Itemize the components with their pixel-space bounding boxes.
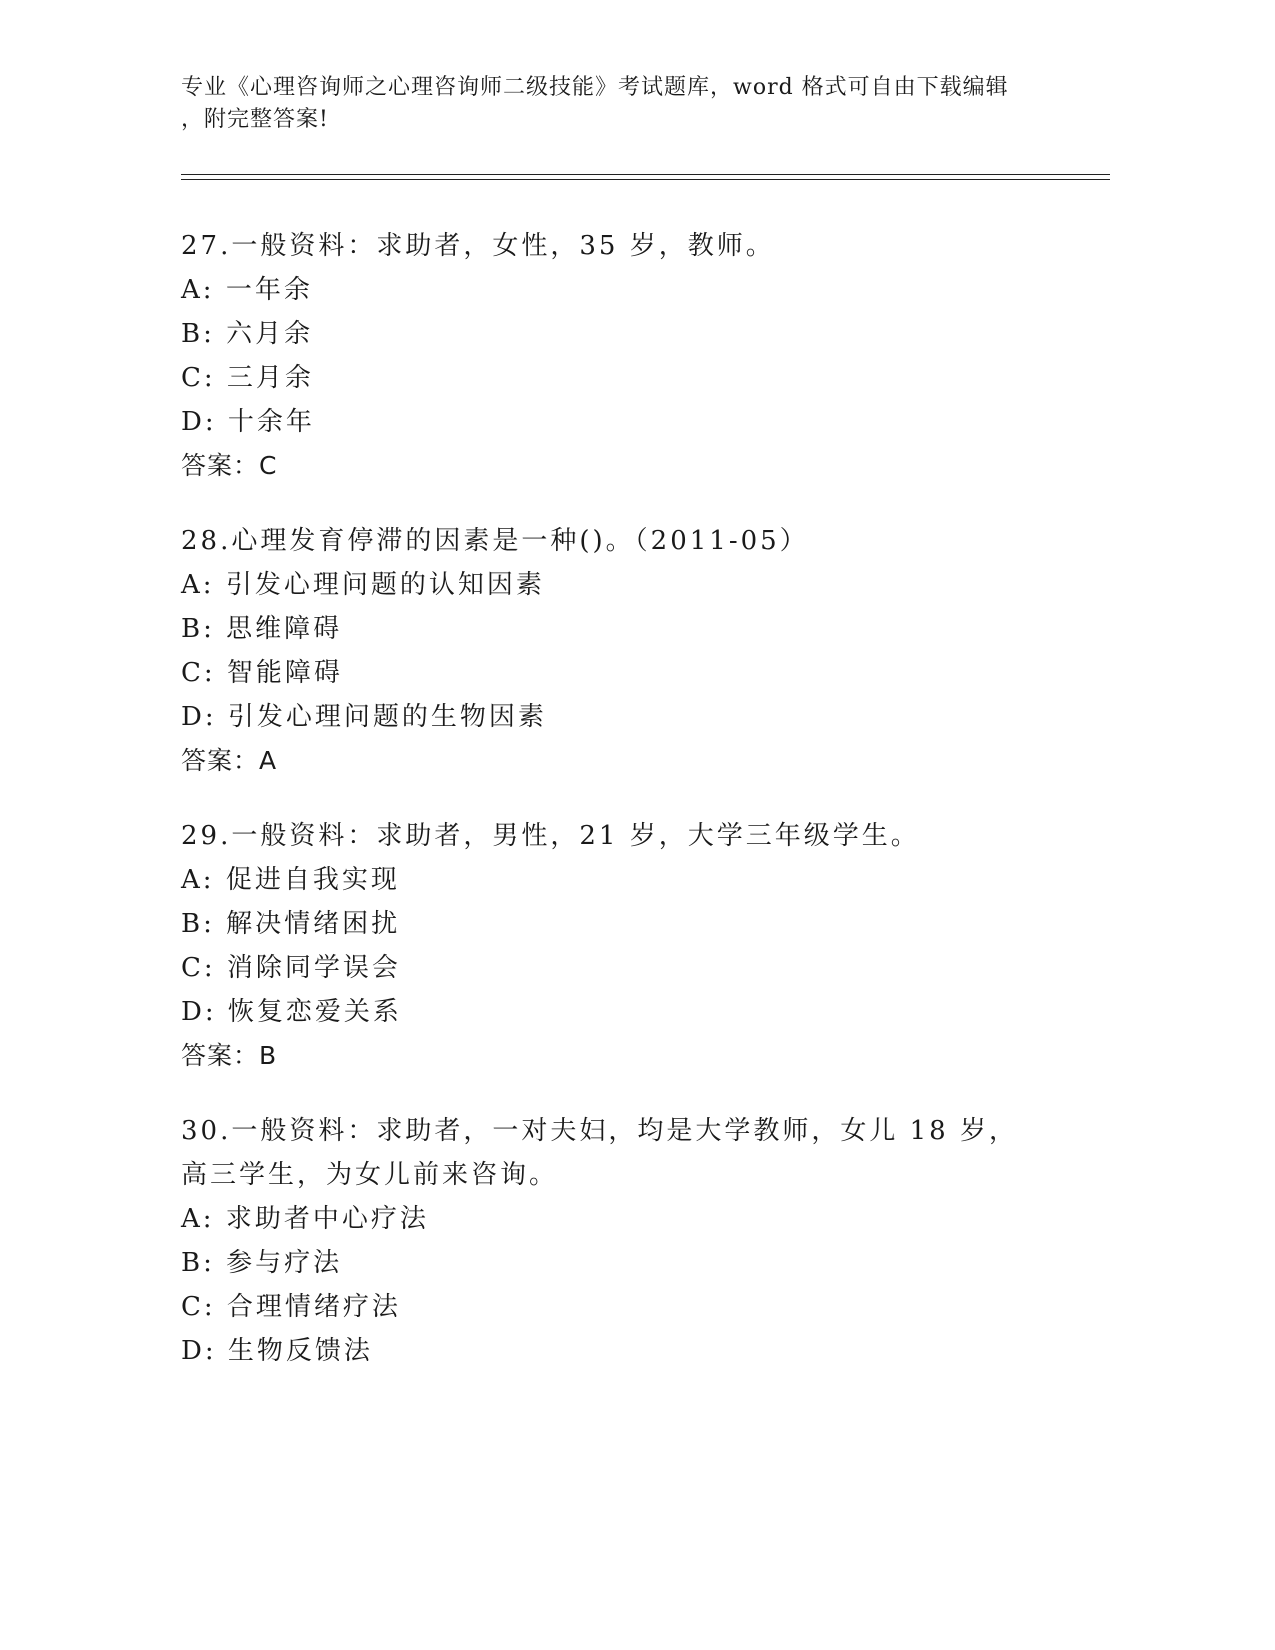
option-text: 促进自我实现 [225, 865, 400, 895]
option-d [181, 400, 1081, 444]
answer-value: A [259, 746, 278, 775]
option-b [181, 902, 1081, 946]
option-label: B: [181, 1248, 215, 1278]
option-label: B: [181, 909, 215, 939]
question-text: 一般资料：求助者，一对夫妇，均是大学教师，女儿 18 岁，高三学生，为女儿前来咨询。 [181, 1116, 1018, 1190]
option-label: A: [181, 1204, 215, 1234]
answer-label: 答案： [181, 746, 260, 775]
question-stem [181, 224, 1031, 268]
question-text: 一般资料：求助者，女性，35 岁，教师。 [231, 231, 775, 261]
option-text: 引发心理问题的生物因素 [227, 702, 547, 732]
option-label: C: [181, 1292, 216, 1322]
question-number: 27. [181, 231, 232, 261]
question-number: 30. [181, 1116, 232, 1146]
option-d [181, 695, 1081, 739]
question-30 [181, 1109, 1081, 1373]
option-text: 生物反馈法 [227, 1336, 373, 1366]
answer-line [181, 1034, 1081, 1078]
answer-value: B [259, 1041, 278, 1070]
option-text: 三月余 [226, 363, 314, 393]
option-b [181, 312, 1081, 356]
option-a [181, 268, 1081, 312]
answer-line [181, 444, 1081, 488]
option-label: A: [181, 570, 215, 600]
header-divider-bottom [181, 179, 1110, 180]
answer-value: C [259, 451, 278, 480]
header-divider-top [181, 174, 1110, 175]
header-line-1: 专业《心理咨询师之心理咨询师二级技能》考试题库，word 格式可自由下载编辑 [181, 75, 1009, 100]
option-label: D: [181, 997, 217, 1027]
option-text: 解决情绪困扰 [226, 909, 401, 939]
option-text: 思维障碍 [226, 614, 343, 644]
option-d [181, 1329, 1081, 1373]
option-text: 恢复恋爱关系 [227, 997, 402, 1027]
header-line-2: ，附完整答案! [181, 107, 329, 132]
option-a [181, 563, 1081, 607]
option-text: 六月余 [226, 319, 314, 349]
option-label: D: [181, 702, 217, 732]
option-label: C: [181, 363, 216, 393]
answer-label: 答案： [181, 1041, 260, 1070]
question-stem [181, 1109, 1031, 1197]
option-text: 智能障碍 [226, 658, 343, 688]
option-c [181, 1285, 1081, 1329]
question-text: 一般资料：求助者，男性，21 岁，大学三年级学生。 [231, 821, 920, 851]
option-label: A: [181, 275, 215, 305]
option-text: 参与疗法 [226, 1248, 343, 1278]
option-c [181, 356, 1081, 400]
option-b [181, 1241, 1081, 1285]
option-text: 十余年 [227, 407, 315, 437]
option-b [181, 607, 1081, 651]
question-number: 28. [181, 526, 232, 556]
option-label: B: [181, 319, 215, 349]
option-d [181, 990, 1081, 1034]
question-stem [181, 519, 1031, 563]
question-28 [181, 519, 1081, 783]
option-label: D: [181, 1336, 217, 1366]
option-text: 消除同学误会 [226, 953, 401, 983]
option-text: 合理情绪疗法 [226, 1292, 401, 1322]
option-text: 一年余 [225, 275, 313, 305]
question-29 [181, 814, 1081, 1078]
question-number: 29. [181, 821, 232, 851]
question-27 [181, 224, 1081, 488]
question-text: 心理发育停滞的因素是一种()。（2011-05） [231, 526, 809, 556]
option-c [181, 946, 1081, 990]
answer-label: 答案： [181, 451, 260, 480]
option-a [181, 858, 1081, 902]
option-c [181, 651, 1081, 695]
document-header [181, 72, 1061, 136]
option-text: 求助者中心疗法 [225, 1204, 429, 1234]
question-stem [181, 814, 1031, 858]
option-text: 引发心理问题的认知因素 [225, 570, 545, 600]
question-list [181, 224, 1081, 1404]
answer-line [181, 739, 1081, 783]
option-a [181, 1197, 1081, 1241]
option-label: C: [181, 953, 216, 983]
option-label: A: [181, 865, 215, 895]
option-label: C: [181, 658, 216, 688]
option-label: B: [181, 614, 215, 644]
option-label: D: [181, 407, 217, 437]
